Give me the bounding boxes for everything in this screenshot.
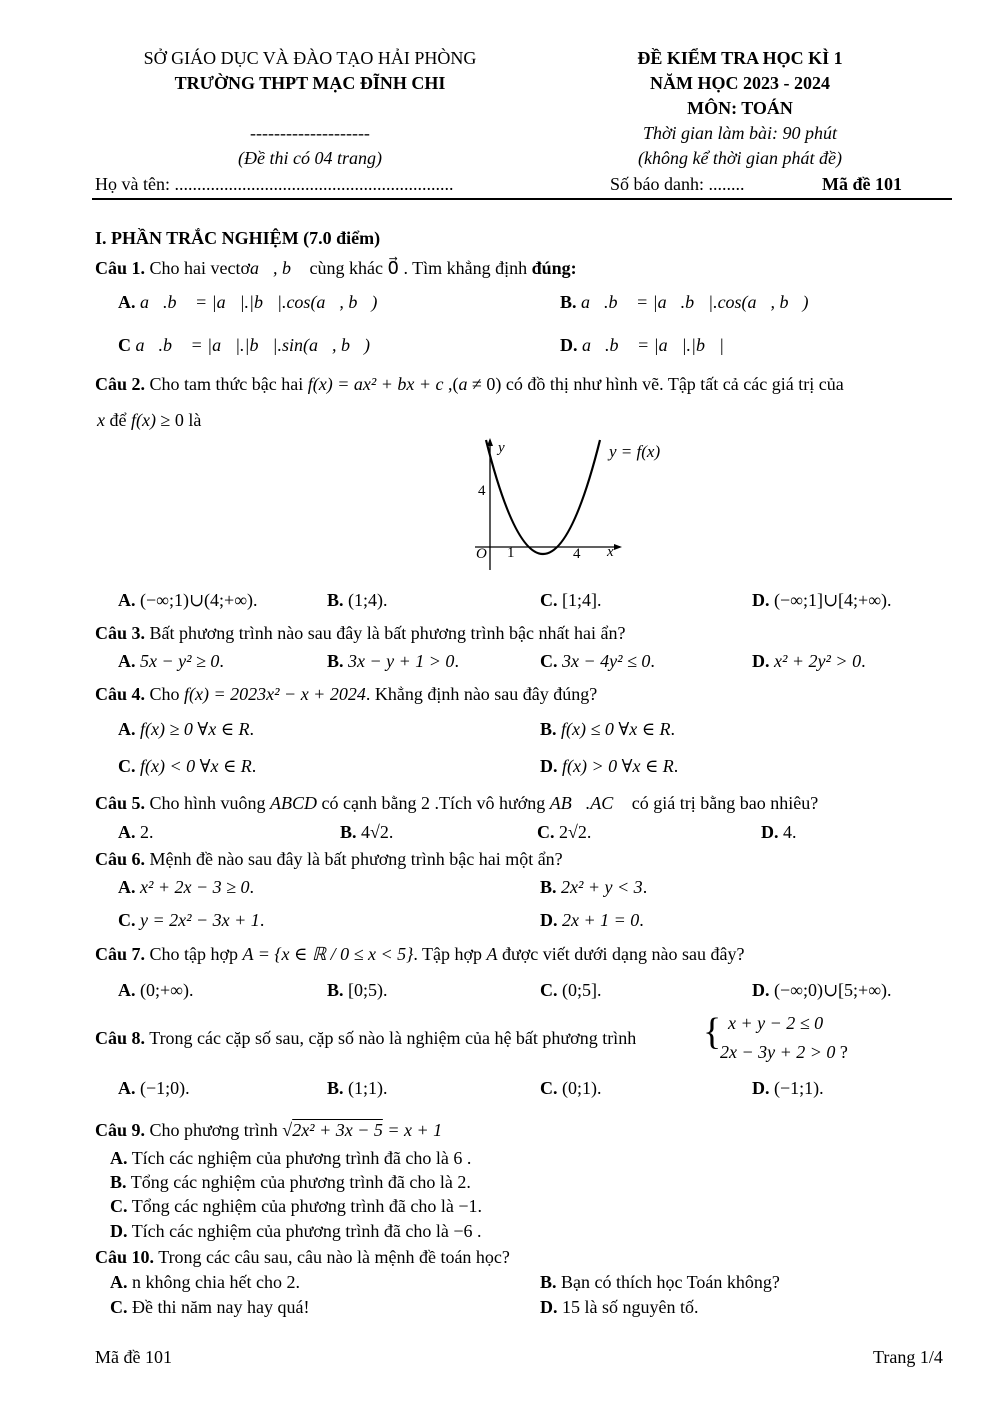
q9-option-b[interactable]: B. Tổng các nghiệm của phương trình đã cho là 2. xyxy=(110,1172,471,1192)
q9-option-c[interactable]: C. Tổng các nghiệm của phương trình đã cho là −1. xyxy=(110,1196,483,1216)
q5-option-c[interactable]: C. 2√2. xyxy=(537,822,592,842)
q5-option-d[interactable]: D. 4. xyxy=(761,822,797,842)
q5-option-a[interactable]: A. 2. xyxy=(118,822,154,842)
q8-option-b[interactable]: B. (1;1). xyxy=(327,1078,388,1098)
system-brace: { xyxy=(703,1011,722,1053)
question-9: Câu 9. Cho phương trình √2x² + 3x − 5 = x + 1 xyxy=(95,1120,443,1140)
x-axis-arrow xyxy=(614,544,622,550)
question-5: Câu 5. Cho hình vuông ABCD có cạnh bằng 2 .Tích vô hướng AB⃗.AC⃗ có giá trị bằng bao nhiêu? xyxy=(95,793,819,813)
q10-option-a[interactable]: A. n không chia hết cho 2. xyxy=(110,1272,300,1292)
q6-option-d[interactable]: D. 2x + 1 = 0. xyxy=(540,910,644,930)
candidate-number-field[interactable]: Số báo danh: ........ xyxy=(610,174,745,194)
q10-option-d[interactable]: D. 15 là số nguyên tố. xyxy=(540,1297,699,1317)
q2-option-d[interactable]: D. (−∞;1]∪[4;+∞). xyxy=(752,590,892,610)
parabola-graph xyxy=(470,435,690,580)
school-name: TRƯỜNG THPT MẠC ĐĨNH CHI xyxy=(174,73,446,93)
question-4: Câu 4. Cho f(x) = 2023x² − x + 2024. Khẳng định nào sau đây đúng? xyxy=(95,684,598,704)
q3-option-d[interactable]: D. x² + 2y² > 0. xyxy=(752,651,866,671)
q4-option-c[interactable]: C. f(x) < 0 ∀x ∈ R. xyxy=(118,756,257,776)
q8-option-d[interactable]: D. (−1;1). xyxy=(752,1078,824,1098)
question-10: Câu 10. Trong các câu sau, câu nào là mệnh đề toán học? xyxy=(95,1247,510,1267)
exam-title: ĐỀ KIỂM TRA HỌC KÌ 1 xyxy=(637,48,843,68)
q8-option-c[interactable]: C. (0;1). xyxy=(540,1078,602,1098)
q4-option-d[interactable]: D. f(x) > 0 ∀x ∈ R. xyxy=(540,756,679,776)
q1-option-b[interactable]: B. a⃗.b⃗ = |a⃗.b⃗|.cos(a⃗, b⃗) xyxy=(560,292,809,312)
school-year: NĂM HỌC 2023 - 2024 xyxy=(650,73,830,93)
q4-option-a[interactable]: A. f(x) ≥ 0 ∀x ∈ R. xyxy=(118,719,255,739)
parabola-curve xyxy=(486,440,600,554)
question-2: Câu 2. Cho tam thức bậc hai f(x) = ax² + bx + c ,(a ≠ 0) có đồ thị như hình vẽ. Tập tất cả các giá trị của xyxy=(95,374,844,394)
q1-option-d[interactable]: D. a⃗.b⃗ = |a⃗|.|b⃗| xyxy=(560,335,724,355)
q9-option-a[interactable]: A. Tích các nghiệm của phương trình đã cho là 6 . xyxy=(110,1148,472,1168)
header-rule xyxy=(92,198,952,200)
question-6: Câu 6. Mệnh đề nào sau đây là bất phương trình bậc hai một ẩn? xyxy=(95,849,563,869)
q7-option-c[interactable]: C. (0;5]. xyxy=(540,980,602,1000)
question-3: Câu 3. Bất phương trình nào sau đây là bất phương trình bậc nhất hai ẩn? xyxy=(95,623,626,643)
q1-option-c[interactable]: C a⃗.b⃗ = |a⃗|.|b⃗|.sin(a⃗, b⃗) xyxy=(118,335,370,355)
question-8: Câu 8. Trong các cặp số sau, cặp số nào là nghiệm của hệ bất phương trình xyxy=(95,1028,637,1048)
footer-page-number: Trang 1/4 xyxy=(873,1347,943,1367)
exam-code: Mã đề 101 xyxy=(822,174,902,194)
q7-option-a[interactable]: A. (0;+∞). xyxy=(118,980,194,1000)
system-eq-2: 2x − 3y + 2 > 0 ? xyxy=(720,1042,848,1062)
header-dashes: -------------------- xyxy=(250,123,370,143)
q5-option-b[interactable]: B. 4√2. xyxy=(340,822,394,842)
question-7: Câu 7. Cho tập hợp A = {x ∈ ℝ / 0 ≤ x < 5}. Tập hợp A được viết dưới dạng nào sau đây? xyxy=(95,944,745,964)
x-axis-label: x xyxy=(607,544,614,560)
q8-option-a[interactable]: A. (−1;0). xyxy=(118,1078,190,1098)
q7-option-d[interactable]: D. (−∞;0)∪[5;+∞). xyxy=(752,980,892,1000)
q9-option-d[interactable]: D. Tích các nghiệm của phương trình đã cho là −6 . xyxy=(110,1221,482,1241)
origin-label: O xyxy=(476,546,487,562)
tick-x4: 4 xyxy=(573,546,581,562)
footer-exam-code: Mã đề 101 xyxy=(95,1347,172,1367)
q1-option-a[interactable]: A. a⃗.b⃗ = |a⃗|.|b⃗|.cos(a⃗, b⃗) xyxy=(118,292,378,312)
tick-y4: 4 xyxy=(478,483,486,499)
question-2-cont: x để f(x) ≥ 0 là xyxy=(97,410,202,430)
q10-option-c[interactable]: C. Đề thi năm nay hay quá! xyxy=(110,1297,310,1317)
q3-option-b[interactable]: B. 3x − y + 1 > 0. xyxy=(327,651,459,671)
q2-option-b[interactable]: B. (1;4). xyxy=(327,590,388,610)
page-count-note: (Đề thi có 04 trang) xyxy=(238,148,382,168)
q6-option-a[interactable]: A. x² + 2x − 3 ≥ 0. xyxy=(118,877,255,897)
question-1: Câu 1. Cho hai vectơa⃗, b⃗ cùng khác 0⃗ . Tìm khẳng định đúng: xyxy=(95,258,577,278)
tick-x1: 1 xyxy=(507,545,515,561)
q7-option-b[interactable]: B. [0;5). xyxy=(327,980,388,1000)
q6-option-c[interactable]: C. y = 2x² − 3x + 1. xyxy=(118,910,265,930)
section-title: I. PHẦN TRẮC NGHIỆM (7.0 điểm) xyxy=(95,228,381,248)
q2-option-a[interactable]: A. (−∞;1)∪(4;+∞). xyxy=(118,590,258,610)
y-axis-label: y xyxy=(498,440,505,456)
q3-option-c[interactable]: C. 3x − 4y² ≤ 0. xyxy=(540,651,655,671)
q10-option-b[interactable]: B. Bạn có thích học Toán không? xyxy=(540,1272,780,1292)
time-note: (không kể thời gian phát đề) xyxy=(637,148,843,168)
name-field[interactable]: Họ và tên: .............................................................. xyxy=(95,174,454,194)
subject: MÔN: TOÁN xyxy=(687,98,793,118)
q6-option-b[interactable]: B. 2x² + y < 3. xyxy=(540,877,648,897)
q3-option-a[interactable]: A. 5x − y² ≥ 0. xyxy=(118,651,224,671)
curve-label: y = f(x) xyxy=(609,442,661,461)
q2-option-c[interactable]: C. [1;4]. xyxy=(540,590,602,610)
system-eq-1: x + y − 2 ≤ 0 xyxy=(728,1013,824,1033)
school-department: SỞ GIÁO DỤC VÀ ĐÀO TẠO HẢI PHÒNG xyxy=(143,48,477,68)
time-limit: Thời gian làm bài: 90 phút xyxy=(642,123,838,143)
q4-option-b[interactable]: B. f(x) ≤ 0 ∀x ∈ R. xyxy=(540,719,676,739)
